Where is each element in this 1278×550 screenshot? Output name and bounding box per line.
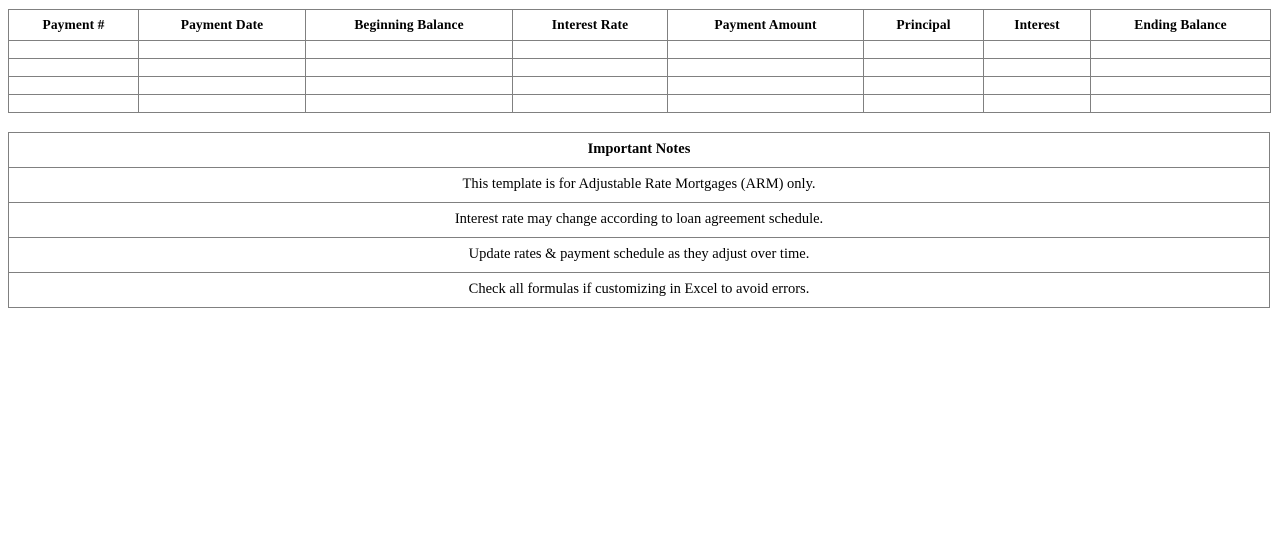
column-header-interest[interactable]: Interest — [984, 10, 1091, 41]
cell-interest-rate[interactable] — [513, 95, 668, 113]
list-item — [9, 238, 1270, 273]
column-header-payment-date[interactable]: Payment Date — [139, 10, 306, 41]
cell-interest[interactable] — [984, 59, 1091, 77]
note-line-rate-change: Interest rate may change according to loan agreement schedule. — [9, 203, 1270, 238]
cell-payment-number[interactable] — [9, 77, 139, 95]
cell-payment-date[interactable] — [139, 95, 306, 113]
cell-payment-amount[interactable] — [668, 95, 864, 113]
important-notes-table — [8, 132, 1270, 308]
important-notes-body — [9, 133, 1270, 308]
cell-interest-rate[interactable] — [513, 77, 668, 95]
important-notes-title: Important Notes — [9, 133, 1270, 168]
important-notes-section — [8, 132, 1270, 308]
cell-interest-rate[interactable] — [513, 59, 668, 77]
cell-principal[interactable] — [864, 95, 984, 113]
schedule-header — [9, 10, 1271, 41]
list-item — [9, 168, 1270, 203]
cell-payment-amount[interactable] — [668, 59, 864, 77]
column-header-interest-rate[interactable]: Interest Rate — [513, 10, 668, 41]
column-header-payment-amount[interactable]: Payment Amount — [668, 10, 864, 41]
table-row[interactable] — [9, 41, 1271, 59]
note-line-arm-only: This template is for Adjustable Rate Mortgages (ARM) only. — [9, 168, 1270, 203]
cell-payment-number[interactable] — [9, 59, 139, 77]
cell-beginning-balance[interactable] — [306, 41, 513, 59]
cell-payment-number[interactable] — [9, 41, 139, 59]
cell-ending-balance[interactable] — [1091, 77, 1271, 95]
cell-payment-date[interactable] — [139, 59, 306, 77]
table-row[interactable] — [9, 95, 1271, 113]
cell-ending-balance[interactable] — [1091, 41, 1271, 59]
schedule-body — [9, 41, 1271, 113]
list-item — [9, 203, 1270, 238]
column-header-beginning-balance[interactable]: Beginning Balance — [306, 10, 513, 41]
note-line-update-rates: Update rates & payment schedule as they adjust over time. — [9, 238, 1270, 273]
cell-beginning-balance[interactable] — [306, 77, 513, 95]
cell-payment-date[interactable] — [139, 77, 306, 95]
cell-principal[interactable] — [864, 41, 984, 59]
table-row[interactable] — [9, 77, 1271, 95]
cell-payment-amount[interactable] — [668, 77, 864, 95]
cell-interest[interactable] — [984, 95, 1091, 113]
cell-payment-number[interactable] — [9, 95, 139, 113]
cell-interest[interactable] — [984, 41, 1091, 59]
schedule-header-row — [9, 10, 1271, 41]
cell-beginning-balance[interactable] — [306, 59, 513, 77]
column-header-ending-balance[interactable]: Ending Balance — [1091, 10, 1271, 41]
amortization-schedule-section — [8, 9, 1270, 113]
notes-title-row — [9, 133, 1270, 168]
note-line-check-formulas: Check all formulas if customizing in Excel to avoid errors. — [9, 273, 1270, 308]
cell-principal[interactable] — [864, 59, 984, 77]
cell-payment-amount[interactable] — [668, 41, 864, 59]
cell-interest[interactable] — [984, 77, 1091, 95]
cell-principal[interactable] — [864, 77, 984, 95]
cell-ending-balance[interactable] — [1091, 59, 1271, 77]
column-header-payment-number[interactable]: Payment # — [9, 10, 139, 41]
amortization-schedule-table — [8, 9, 1271, 113]
list-item — [9, 273, 1270, 308]
table-row[interactable] — [9, 59, 1271, 77]
cell-beginning-balance[interactable] — [306, 95, 513, 113]
cell-interest-rate[interactable] — [513, 41, 668, 59]
cell-payment-date[interactable] — [139, 41, 306, 59]
cell-ending-balance[interactable] — [1091, 95, 1271, 113]
column-header-principal[interactable]: Principal — [864, 10, 984, 41]
